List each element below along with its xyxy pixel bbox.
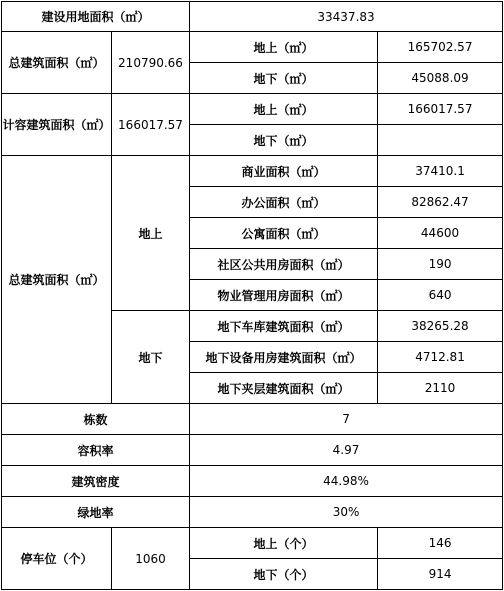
parking-value: 1060 <box>112 528 190 590</box>
breakdown-label: 总建筑面积（㎡） <box>2 156 112 404</box>
equipment-area-value: 4712.81 <box>378 342 503 373</box>
coverage-value: 44.98% <box>190 466 503 497</box>
gross-above-value: 165702.57 <box>378 32 503 63</box>
gross-area-label: 总建筑面积（㎡） <box>2 32 112 94</box>
site-area-label: 建设用地面积（㎡） <box>2 2 190 32</box>
breakdown-below-label: 地下 <box>112 311 190 404</box>
gross-below-label: 地下（㎡） <box>190 63 378 94</box>
community-area-value: 190 <box>378 249 503 280</box>
table-row <box>2 528 503 559</box>
green-ratio-value: 30% <box>190 497 503 528</box>
table-row <box>2 497 503 528</box>
far-above-label: 地上（㎡） <box>190 94 378 125</box>
commercial-area-value: 37410.1 <box>378 156 503 187</box>
gross-area-value: 210790.66 <box>112 32 190 94</box>
mezzanine-area-label: 地下夹层建筑面积（㎡） <box>190 373 378 404</box>
parking-above-label: 地上（个） <box>190 528 378 559</box>
table-row <box>2 466 503 497</box>
mezzanine-area-value: 2110 <box>378 373 503 404</box>
far-below-value <box>378 125 503 156</box>
garage-area-value: 38265.28 <box>378 311 503 342</box>
table-row <box>2 156 503 187</box>
table-row <box>2 435 503 466</box>
gross-below-value: 45088.09 <box>378 63 503 94</box>
site-area-value: 33437.83 <box>190 2 503 32</box>
table-row <box>2 94 503 125</box>
office-area-value: 82862.47 <box>378 187 503 218</box>
parking-above-value: 146 <box>378 528 503 559</box>
project-indicators-table <box>1 1 503 590</box>
community-area-label: 社区公共用房面积（㎡） <box>190 249 378 280</box>
parking-label: 停车位（个） <box>2 528 112 590</box>
table-row <box>2 32 503 63</box>
plot-ratio-label: 容积率 <box>2 435 190 466</box>
parking-below-value: 914 <box>378 559 503 590</box>
far-area-value: 166017.57 <box>112 94 190 156</box>
property-mgmt-area-value: 640 <box>378 280 503 311</box>
far-area-label: 计容建筑面积（㎡） <box>2 94 112 156</box>
far-above-value: 166017.57 <box>378 94 503 125</box>
table-row <box>2 404 503 435</box>
green-ratio-label: 绿地率 <box>2 497 190 528</box>
breakdown-above-label: 地上 <box>112 156 190 311</box>
apartment-area-value: 44600 <box>378 218 503 249</box>
gross-above-label: 地上（㎡） <box>190 32 378 63</box>
buildings-label: 栋数 <box>2 404 190 435</box>
garage-area-label: 地下车库建筑面积（㎡） <box>190 311 378 342</box>
office-area-label: 办公面积（㎡） <box>190 187 378 218</box>
far-below-label: 地下（㎡） <box>190 125 378 156</box>
table-row <box>2 2 503 32</box>
property-mgmt-area-label: 物业管理用房面积（㎡） <box>190 280 378 311</box>
coverage-label: 建筑密度 <box>2 466 190 497</box>
parking-below-label: 地下（个） <box>190 559 378 590</box>
commercial-area-label: 商业面积（㎡） <box>190 156 378 187</box>
buildings-value: 7 <box>190 404 503 435</box>
plot-ratio-value: 4.97 <box>190 435 503 466</box>
apartment-area-label: 公寓面积（㎡） <box>190 218 378 249</box>
equipment-area-label: 地下设备用房建筑面积（㎡） <box>190 342 378 373</box>
